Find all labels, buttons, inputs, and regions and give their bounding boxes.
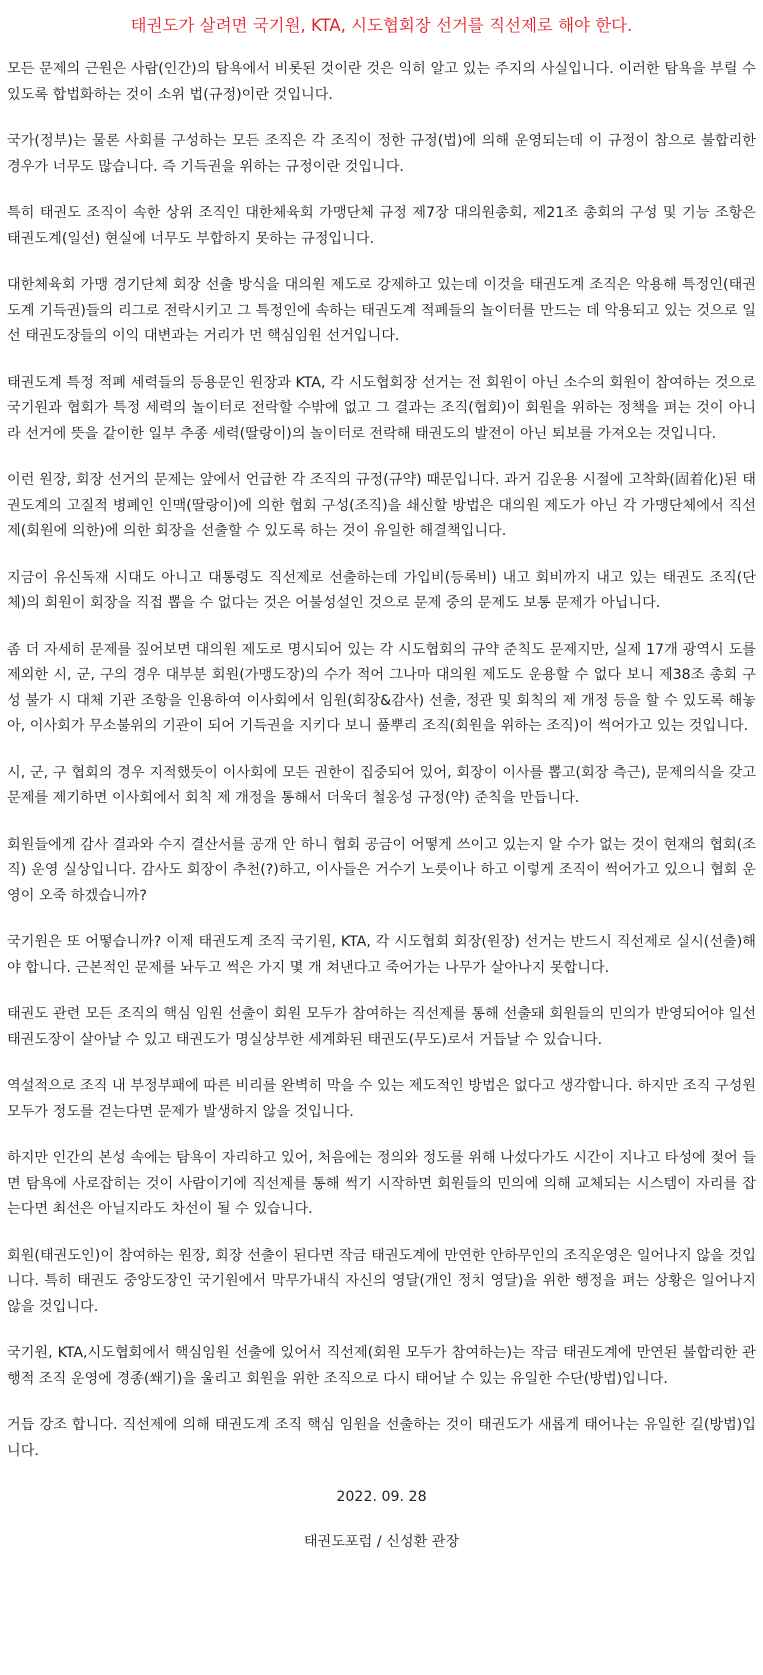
paragraph-2: 국가(정부)는 물론 사회를 구성하는 모든 조직은 각 조직이 정한 규정(법)에 의해 운영되는데 이 규정이 참으로 불합리한 경우가 너무도 많습니다. 즉 기득권을 위하는 규정이란 것입니다. (7, 133, 756, 175)
article-date: 2022. 09. 28 (336, 1489, 427, 1505)
paragraph-8: 좀 더 자세히 문제를 짚어보면 대의원 제도로 명시되어 있는 각 시도협회의 규약 준칙도 문제지만, 실제 17개 광역시 도를 제외한 시, 군, 구의 경우 대부분 회원(가맹도장)의 수가 적어 그나마 대의원 제도도 운용할 수 없다 보니 제38조 총회 구성 불가 시 대체 기관 조항을 인용하여 이사회에서 임원(회장&감사) 선출, 정관 및 회칙의 제 개정 등을 할 수 있도록 해놓아, 이사회가 무소불위의 기관이 되어 기득권을 지키다 보니 풀뿌리 조직(회원을 위하는 조직)이 썩어가고 있는 것입니다. (7, 641, 756, 734)
article-author: 태권도포럼 / 신성환 관장 (303, 1534, 460, 1550)
article-title: 태권도가 살려면 국기원, KTA, 시도협회장 선거를 직선제로 해야 한다. (130, 16, 633, 35)
paragraph-5: 태권도계 특정 적폐 세력들의 등용문인 원장과 KTA, 각 시도협회장 선거는 전 회원이 아닌 소수의 회원이 참여하는 것으로 국기원과 협회가 특정 세력의 놀이터로 전락할 수밖에 없고 그 결과는 조직(협회)이 회원을 위하는 정책을 펴는 것이 아니라 선거에 뜻을 같이한 일부 추종 세력(딸랑이)의 놀이터로 전락해 태권도의 발전이 아닌 퇴보를 가져오는 것입니다. (7, 374, 756, 442)
paragraph-12: 태권도 관련 모든 조직의 핵심 임원 선출이 회원 모두가 참여하는 직선제를 통해 선출돼 회원들의 민의가 반영되어야 일선 태권도장이 살아날 수 있고 태권도가 명실상부한 세계화된 태권도(무도)로서 거듭날 수 있습니다. (7, 1006, 756, 1048)
paragraph-3: 특히 태권도 조직이 속한 상위 조직인 대한체육회 가맹단체 규정 제7장 대의원총회, 제21조 총회의 구성 및 기능 조항은 태권도계(일선) 현실에 너무도 부합하지 못하는 규정입니다. (7, 205, 756, 247)
paragraph-1: 모든 문제의 근원은 사람(인간)의 탐욕에서 비롯된 것이란 것은 익히 알고 있는 주지의 사실입니다. 이러한 탐욕을 부릴 수 있도록 합법화하는 것이 소위 법(규정)이란 것입니다. (7, 61, 756, 103)
paragraph-6: 이런 원장, 회장 선거의 문제는 앞에서 언급한 각 조직의 규정(규약) 때문입니다. 과거 김운용 시절에 고착화(固着化)된 태권도계의 고질적 병폐인 인맥(딸랑이)에 의한 협회 구성(조직)을 쇄신할 방법은 대의원 제도가 아닌 각 가맹단체에서 직선제(회원에 의한)에 의한 회장을 선출할 수 있도록 하는 것이 유일한 해결책입니다. (7, 472, 756, 539)
paragraph-16: 국기원, KTA,시도협회에서 핵심임원 선출에 있어서 직선제(회원 모두가 참여하는)는 작금 태권도계에 만연된 불합리한 관행적 조직 운영에 경종(쐐기)을 울리고 회원을 위한 조직으로 다시 태어날 수 있는 유일한 수단(방법)입니다. (7, 1345, 756, 1387)
article-body (7, 57, 756, 1464)
paragraph-11: 국기원은 또 어떻습니까? 이제 태권도계 조직 국기원, KTA, 각 시도협회 회장(원장) 선거는 반드시 직선제로 실시(선출)해야 합니다. 근본적인 문제를 놔두고 썩은 가지 몇 개 쳐낸다고 죽어가는 나무가 살아나지 못합니다. (7, 934, 756, 976)
paragraph-9: 시, 군, 구 협회의 경우 지적했듯이 이사회에 모든 권한이 집중되어 있어, 회장이 이사를 뽑고(회장 측근), 문제의식을 갖고 문제를 제기하면 이사회에서 회칙 제 개정을 통해서 더욱더 철옹성 규정(약) 준칙을 만듭니다. (7, 764, 756, 806)
paragraph-10: 회원들에게 감사 결과와 수지 결산서를 공개 안 하니 협회 공금이 어떻게 쓰이고 있는지 알 수가 없는 것이 현재의 협회(조직) 운영 실상입니다. 감사도 회장이 추천(?)하고, 이사들은 거수기 노릇이나 하고 이렇게 조직이 썩어가고 있으니 협회 운영이 오죽 하겠습니까? (7, 836, 756, 904)
paragraph-14: 하지만 인간의 본성 속에는 탐욕이 자리하고 있어, 처음에는 정의와 정도를 위해 나섰다가도 시간이 지나고 타성에 젖어 들면 탐욕에 사로잡히는 것이 사람이기에 직선제를 통해 썩기 시작하면 회원들의 민의에 의해 교체되는 시스템이 자리를 잡는다면 최선은 아닐지라도 차선이 될 수 있습니다. (7, 1150, 756, 1217)
paragraph-4: 대한체육회 가맹 경기단체 회장 선출 방식을 대의원 제도로 강제하고 있는데 이것을 태권도계 조직은 악용해 특정인(태권도계 기득권)들의 리그로 전락시키고 그 특정인에 속하는 태권도계 적폐들의 놀이터를 만드는 데 악용되고 있는 것으로 일선 태권도장들의 이익 대변과는 거리가 먼 핵심임원 선거입니다. (7, 277, 756, 344)
paragraph-17: 거듭 강조 합니다. 직선제에 의해 태권도계 조직 핵심 임원을 선출하는 것이 태권도가 새롭게 태어나는 유일한 길(방법)입니다. (7, 1417, 756, 1459)
paragraph-13: 역설적으로 조직 내 부정부패에 따른 비리를 완벽히 막을 수 있는 제도적인 방법은 없다고 생각합니다. 하지만 조직 구성원 모두가 정도를 걷는다면 문제가 발생하지 않을 것입니다. (7, 1078, 756, 1120)
paragraph-7: 지금이 유신독재 시대도 아니고 대통령도 직선제로 선출하는데 가입비(등록비) 내고 회비까지 내고 있는 태권도 조직(단체)의 회원이 회장을 직접 뽑을 수 없다는 것은 어불성설인 것으로 문제 중의 문제도 보통 문제가 아닙니다. (7, 569, 756, 611)
paragraph-15: 회원(태권도인)이 참여하는 원장, 회장 선출이 된다면 작금 태권도계에 만연한 안하무인의 조직운영은 일어나지 않을 것입니다. 특히 태권도 중앙도장인 국기원에서 막무가내식 자신의 영달(개인 정치 영달)을 위한 행정을 펴는 상황은 일어나지 않을 것입니다. (7, 1247, 756, 1315)
